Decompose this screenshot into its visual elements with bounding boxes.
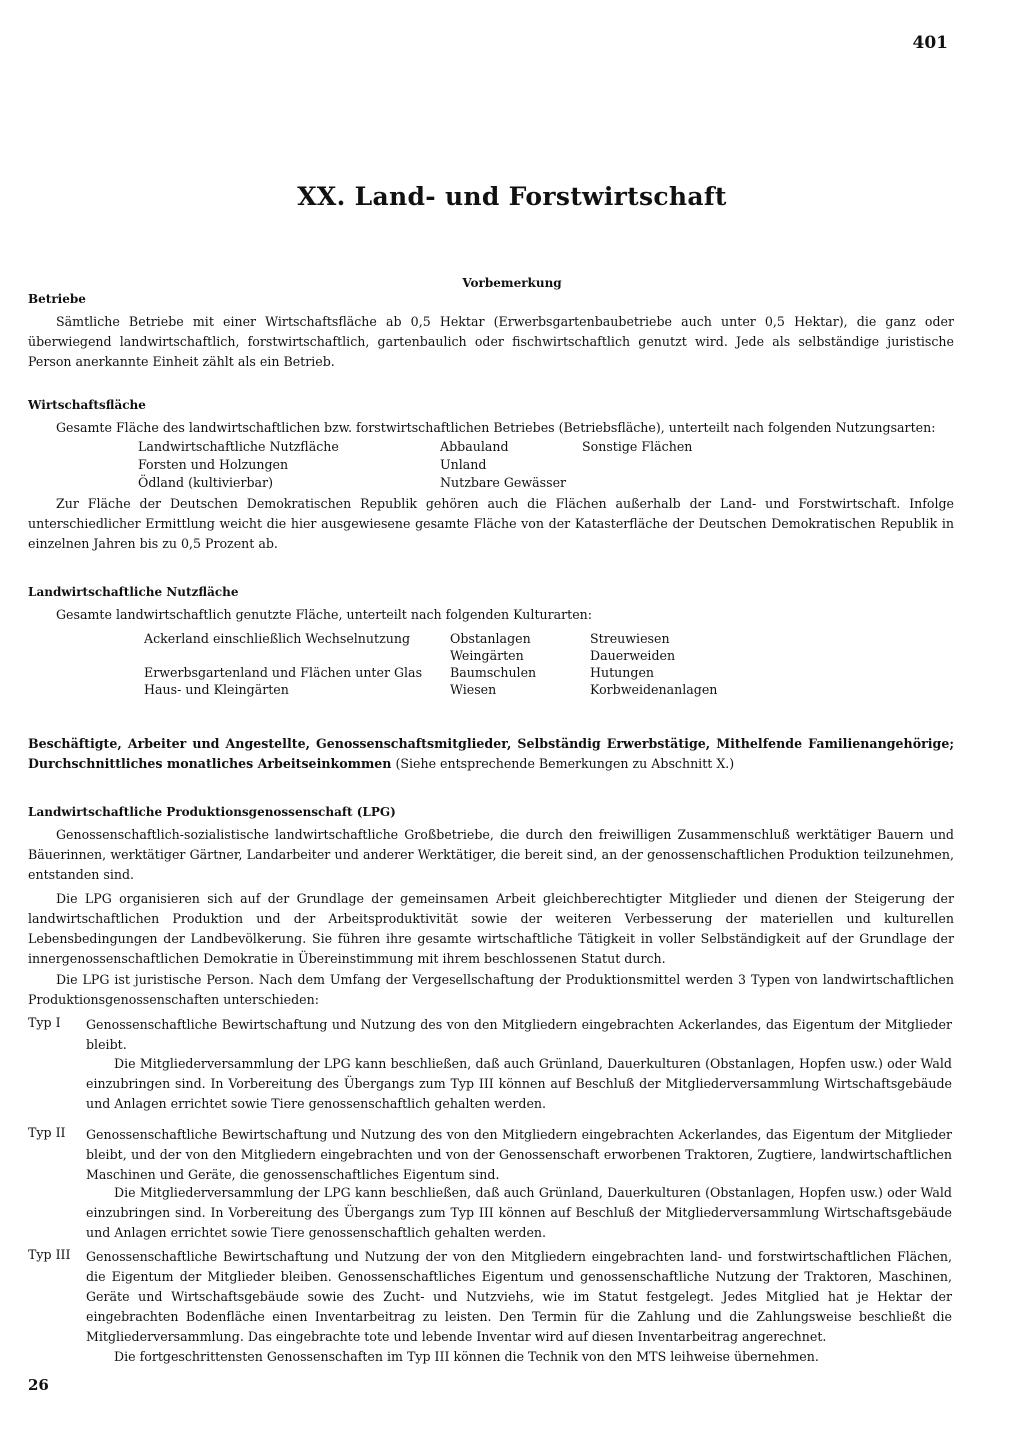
list-item: Obstanlagen	[450, 631, 531, 646]
chapter-title: XX. Land- und Forstwirtschaft	[297, 182, 727, 211]
wirtschaftsflaeche-col3	[582, 438, 692, 456]
preliminary-heading: Vorbemerkung	[462, 276, 562, 290]
list-item: Wiesen	[450, 682, 497, 697]
list-item: Ödland (kultivierbar)	[138, 475, 273, 490]
wirtschaftsflaeche-intro: Gesamte Fläche des landwirtschaftlichen bzw. forstwirtschaftlichen Betriebes (Betriebsfläche), unterteilt nach folgenden Nutzungsarten:	[56, 420, 936, 435]
wirtschaftsflaeche-heading: Wirtschaftsfläche	[28, 398, 146, 412]
lpg-paragraph-1: Genossenschaftlich-sozialistische landwirtschaftliche Großbetriebe, die durch den freiwilligen Zusammenschluß werktätiger Bauern und Bäuerinnen, werktätiger Gärtner, Landarbeiter und anderer Werktätiger, die bereit sind, an der genossenschaftlichen Produktion teilzunehmen, entstanden sind.	[28, 827, 954, 882]
nutzflaeche-intro: Gesamte landwirtschaftlich genutzte Fläche, unterteilt nach folgenden Kulturarten:	[56, 607, 593, 622]
betriebe-heading: Betriebe	[28, 292, 86, 306]
type-1-text: Genossenschaftliche Bewirtschaftung und Nutzung des von den Mitgliedern eingebrachten Ackerlandes, das Eigentum der Mitglieder bleibt.	[86, 1017, 952, 1052]
beschaeftigte-paragraph	[28, 734, 954, 774]
list-item: Unland	[440, 457, 487, 472]
type-1-label: Typ I	[28, 1015, 61, 1030]
list-item: Hutungen	[590, 665, 655, 680]
list-item: Sonstige Flächen	[582, 439, 693, 454]
list-item: Landwirtschaftliche Nutzfläche	[138, 439, 339, 454]
list-item: Baumschulen	[450, 665, 537, 680]
type-3-label: Typ III	[28, 1247, 71, 1262]
page-number: 401	[912, 33, 948, 53]
list-item: Korbweidenanlagen	[590, 682, 718, 697]
list-item: Erwerbsgartenland und Flächen unter Glas	[144, 665, 423, 680]
list-item: Nutzbare Gewässer	[440, 475, 567, 490]
nutzflaeche-col1	[144, 630, 422, 698]
list-item: Dauerweiden	[590, 648, 676, 663]
list-item: Weingärten	[450, 648, 524, 663]
wirtschaftsflaeche-col2	[440, 438, 566, 492]
list-item: Abbauland	[440, 439, 509, 454]
type-2-text: Genossenschaftliche Bewirtschaftung und Nutzung des von den Mitgliedern eingebrachten Ackerlandes, das Eigentum der Mitglieder bleibt, und der von den Mitgliedern eingebrachten und von der Genossenschaft erworbenen Traktoren, Zugtiere, landwirtschaftlichen Maschinen und Geräte, die genossenschaftliches Eigentum sind.	[86, 1127, 952, 1182]
beschaeftigte-note: (Siehe entsprechende Bemerkungen zu Abschnitt X.)	[391, 756, 735, 771]
lpg-paragraph-2: Die LPG organisieren sich auf der Grundlage der gemeinsamen Arbeit gleichberechtigter Mitglieder und dienen der Steigerung der landwirtschaftlichen Produktion und der Arbeitsproduktivität sowie der weiteren Verbesserung der materiellen und kulturellen Lebensbedingungen der Landbevölkerung. Sie führen ihre gesamte wirtschaftliche Tätigkeit in voller Selbständigkeit auf der Grundlage der innergenossenschaftlichen Demokratie in Übereinstimmung mit ihrem beschlossenen Statut durch.	[28, 891, 954, 966]
list-item: Streuwiesen	[590, 631, 670, 646]
list-item: Forsten und Holzungen	[138, 457, 289, 472]
footer-page-number: 26	[28, 1376, 49, 1394]
list-item: Ackerland einschließlich Wechselnutzung	[144, 631, 411, 646]
betriebe-text: Sämtliche Betriebe mit einer Wirtschaftsfläche ab 0,5 Hektar (Erwerbsgartenbaubetriebe auch unter 0,5 Hektar), die ganz oder überwiegend landwirtschaftlich, forstwirtschaftlich, gartenbaulich oder fischwirtschaftlich genutzt wird. Jede als selbständige juristische Person anerkannte Einheit zählt als ein Betrieb.	[28, 314, 954, 369]
nutzflaeche-col2	[450, 630, 536, 698]
lpg-paragraph-3: Die LPG ist juristische Person. Nach dem Umfang der Vergesellschaftung der Produktionsmittel werden 3 Typen von landwirtschaftlichen Produktionsgenossenschaften unterschieden:	[28, 972, 954, 1007]
wirtschaftsflaeche-col1	[138, 438, 339, 492]
wirtschaftsflaeche-note: Zur Fläche der Deutschen Demokratischen Republik gehören auch die Flächen außerhalb der Land- und Forstwirtschaft. Infolge unterschiedlicher Ermittlung weicht die hier ausgewiesene gesamte Fläche von der Katasterfläche der Deutschen Demokratischen Republik in einzelnen Jahren bis zu 0,5 Prozent ab.	[28, 496, 954, 551]
type-1-extra: Die Mitgliederversammlung der LPG kann beschließen, daß auch Grünland, Dauerkulturen (Obstanlagen, Hopfen usw.) oder Wald einzubringen sind. In Vorbereitung des Übergangs zum Typ III können auf Beschluß der Mitgliederversammlung Wirtschaftsgebäude und Anlagen errichtet sowie Tiere genossenschaftlich gehalten werden.	[86, 1056, 952, 1111]
nutzflaeche-heading: Landwirtschaftliche Nutzfläche	[28, 585, 239, 599]
type-3-extra: Die fortgeschrittensten Genossenschaften im Typ III können die Technik von den MTS leihweise übernehmen.	[114, 1349, 819, 1364]
lpg-heading: Landwirtschaftliche Produktionsgenossenschaft (LPG)	[28, 805, 396, 819]
beschaeftigte-heading: Beschäftigte, Arbeiter und Angestellte, Genossenschaftsmitglieder, Selbständig Erwerbstätige, Mithelfende Familienangehörige; Durchschnittliches monatliches Arbeitseinkommen	[28, 736, 954, 771]
type-2-label: Typ II	[28, 1125, 66, 1140]
list-item: Haus- und Kleingärten	[144, 682, 289, 697]
type-2-extra: Die Mitgliederversammlung der LPG kann beschließen, daß auch Grünland, Dauerkulturen (Obstanlagen, Hopfen usw.) oder Wald einzubringen sind. In Vorbereitung des Übergangs zum Typ III können auf Beschluß der Mitgliederversammlung Wirtschaftsgebäude und Anlagen errichtet sowie Tiere genossenschaftlich gehalten werden.	[86, 1185, 952, 1240]
type-3-text: Genossenschaftliche Bewirtschaftung und Nutzung der von den Mitgliedern eingebrachten land- und forstwirtschaftlichen Flächen, die Eigentum der Mitglieder bleiben. Genossenschaftliches Eigentum und genossenschaftliche Nutzung der Traktoren, Maschinen, Geräte und Wirtschaftsgebäude sowie des Zucht- und Nutzviehs, wie im Statut festgelegt. Jedes Mitglied hat je Hektar der eingebrachten Bodenfläche einen Inventarbeitrag zu leisten. Den Termin für die Zahlung und die Zahlungsweise beschließt die Mitgliederversammlung. Das eingebrachte tote und lebende Inventar wird auf diesen Inventarbeitrag angerechnet.	[86, 1249, 952, 1344]
nutzflaeche-col3	[590, 630, 717, 698]
